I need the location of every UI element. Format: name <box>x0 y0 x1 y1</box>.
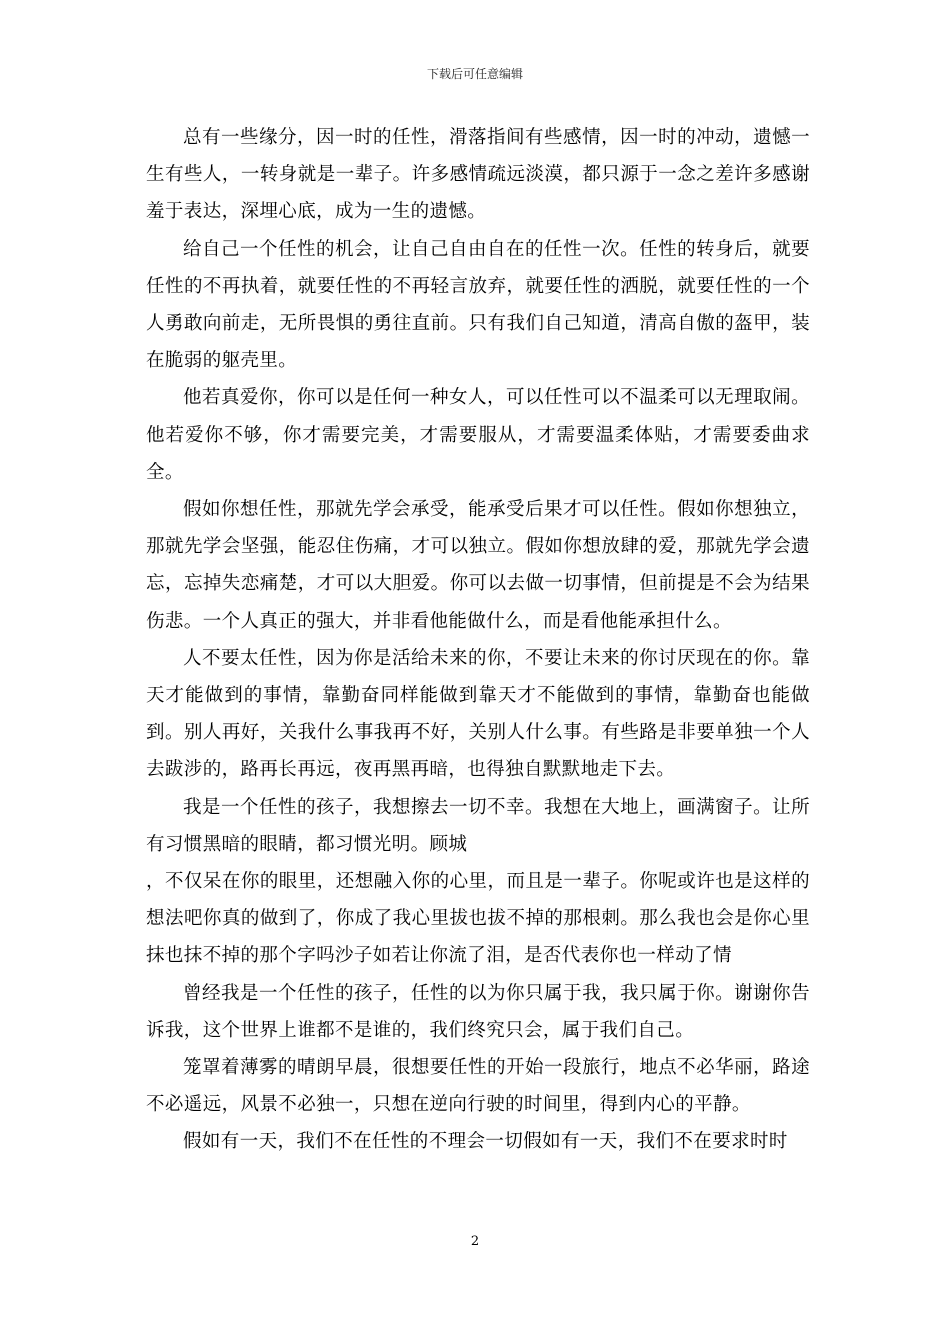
paragraph: 给自己一个任性的机会，让自己自由自在的任性一次。任性的转身后，就要任性的不再执着，就要任性的不再轻言放弃，就要任性的洒脱，就要任性的一个人勇敢向前走，无所畏惧的勇往直前。只有我们自己知道，清高自傲的盔甲，装在脆弱的躯壳里。 <box>146 238 810 372</box>
paragraph: 人不要太任性，因为你是活给未来的你，不要让未来的你讨厌现在的你。靠天才能做到的事情，靠勤奋同样能做到靠天才不能做到的事情，靠勤奋也能做到。别人再好，关我什么事我再不好，关别人什么事。有些路是非要单独一个人去跋涉的，路再长再远，夜再黑再暗，也得独自默默地走下去。 <box>146 647 810 781</box>
paragraph: ，不仅呆在你的眼里，还想融入你的心里，而且是一辈子。你呢或许也是这样的想法吧你真的做到了，你成了我心里拔也拔不掉的那根刺。那么我也会是你心里抹也抹不掉的那个字吗沙子如若让你流了泪，是否代表你也一样动了情 <box>146 871 810 967</box>
paragraph: 曾经我是一个任性的孩子，任性的以为你只属于我，我只属于你。谢谢你告诉我，这个世界上谁都不是谁的，我们终究只会，属于我们自己。 <box>146 982 810 1041</box>
paragraph: 笼罩着薄雾的晴朗早晨，很想要任性的开始一段旅行，地点不必华丽，路途不必遥远，风景不必独一，只想在逆向行驶的时间里，得到内心的平静。 <box>146 1057 810 1116</box>
paragraph: 他若真爱你，你可以是任何一种女人，可以任性可以不温柔可以无理取闹。他若爱你不够，你才需要完美，才需要服从，才需要温柔体贴，才需要委曲求全。 <box>146 387 810 483</box>
page-number: 2 <box>470 1234 480 1249</box>
paragraph: 总有一些缘分，因一时的任性，滑落指间有些感情，因一时的冲动，遗憾一生有些人，一转身就是一辈子。许多感情疏远淡漠，都只源于一念之差许多感谢羞于表达，深埋心底，成为一生的遗憾。 <box>146 127 810 223</box>
page-header: 下载后可任意编辑 <box>426 67 523 81</box>
document-body <box>146 119 810 1161</box>
paragraph: 假如有一天，我们不在任性的不理会一切假如有一天，我们不在要求时时 <box>183 1131 788 1153</box>
paragraph: 我是一个任性的孩子，我想擦去一切不幸。我想在大地上，画满窗子。让所有习惯黑暗的眼睛，都习惯光明。顾城 <box>146 796 810 855</box>
paragraph: 假如你想任性，那就先学会承受，能承受后果才可以任性。假如你想独立，那就先学会坚强，能忍住伤痛，才可以独立。假如你想放肆的爱，那就先学会遗忘，忘掉失恋痛楚，才可以大胆爱。你可以去做一切事情，但前提是不会为结果伤悲。一个人真正的强大，并非看他能做什么，而是看他能承担什么。 <box>146 499 810 632</box>
